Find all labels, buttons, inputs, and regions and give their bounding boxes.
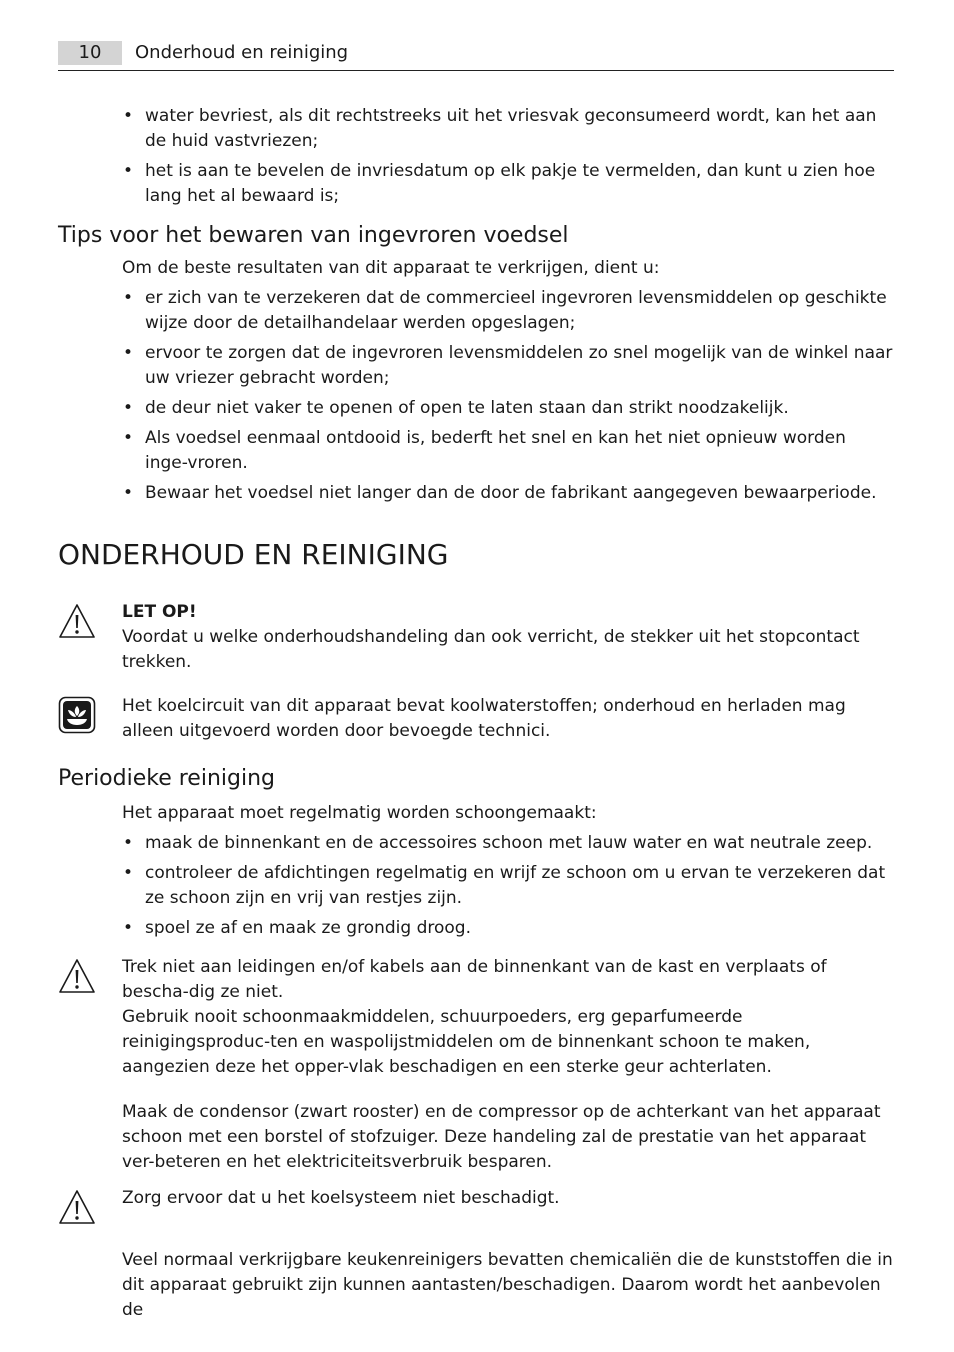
intro-list [58,104,894,214]
cleaners-section [58,1248,894,1323]
warning-notice [58,600,894,675]
environment-icon [58,696,96,734]
list-item: • water bevriest, als dit rechtstreeks uit het vriesvak geconsumeerd wordt, kan het aan de huid vastvriezen; [58,104,894,154]
warning-notice-cooling [58,1186,894,1211]
page-header [58,40,894,71]
warning-text: Voordat u welke onderhoudshandeling dan ook verricht, de stekker uit het stopcontact trekken. [122,627,860,672]
condensor-text: Maak de condensor (zwart rooster) en de compressor op de achterkant van het apparaat schoon met een borstel of stofzuiger. Deze handeling zal de prestatie van het apparaat ver-beteren en het elektriciteitsverbruik besparen. [122,1102,881,1172]
list-item: • de deur niet vaker te openen of open te laten staan dan strikt noodzakelijk. [58,396,894,421]
tips-section [58,222,894,511]
warning-triangle-icon [58,602,96,640]
environment-notice [58,694,894,744]
maintenance-heading-block [58,538,894,572]
periodic-section [58,765,894,946]
periodic-lead: Het apparaat moet regelmatig worden schoongemaakt: [122,803,597,823]
list-item: • er zich van te verzekeren dat de commercieel ingevroren levensmiddelen op geschikte wijze door de detailhandelaar werden opgeslagen; [58,286,894,336]
section-title: ONDERHOUD EN REINIGING [58,538,449,571]
list-item: • spoel ze af en maak ze grondig droog. [58,916,894,941]
warning-cooling-text: Zorg ervoor dat u het koelsysteem niet beschadigt. [122,1188,560,1208]
warning-label: LET OP! [122,602,197,622]
warning-notice-cables [58,955,894,1175]
running-title: Onderhoud en reiniging [135,42,349,63]
list-item: • maak de binnenkant en de accessoires schoon met lauw water en wat neutrale zeep. [58,831,894,856]
page-number: 10 [58,41,122,65]
list-item: • Als voedsel eenmaal ontdooid is, bederft het snel en kan het niet opnieuw worden inge-vroren. [58,426,894,476]
warning-cleaners-text: Gebruik nooit schoonmaakmiddelen, schuurpoeders, erg geparfumeerde reinigingsproduc-ten en waspolijstmiddelen om de binnenkant schoon te maken, aangezien deze het opper-vlak beschadigen en een sterke geur achterlaten. [122,1007,811,1077]
environment-text: Het koelcircuit van dit apparaat bevat koolwaterstoffen; onderhoud en herladen mag alleen uitgevoerd worden door bevoegde technici. [122,696,846,741]
tips-lead: Om de beste resultaten van dit apparaat te verkrijgen, dient u: [122,258,660,278]
warning-cables-text: Trek niet aan leidingen en/of kabels aan de binnenkant van de kast en verplaats of bescha-dig ze niet. [122,957,827,1002]
cleaners-text: Veel normaal verkrijgbare keukenreinigers bevatten chemicaliën die de kunststoffen die in dit apparaat gebruikt zijn kunnen aantasten/beschadigen. Daarom wordt het aanbevolen de [122,1250,893,1320]
list-item: • controleer de afdichtingen regelmatig en wrijf ze schoon om u ervan te verzekeren dat ze schoon zijn en vrij van restjes zijn. [58,861,894,911]
tips-heading: Tips voor het bewaren van ingevroren voedsel [58,223,569,248]
warning-triangle-icon [58,957,96,995]
list-item: • Bewaar het voedsel niet langer dan de door de fabrikant aangegeven bewaarperiode. [58,481,894,506]
warning-triangle-icon [58,1188,96,1226]
list-item: • ervoor te zorgen dat de ingevroren levensmiddelen zo snel mogelijk van de winkel naar uw vriezer gebracht worden; [58,341,894,391]
periodic-heading: Periodieke reiniging [58,766,275,791]
list-item: • het is aan te bevelen de invriesdatum op elk pakje te vermelden, dan kunt u zien hoe lang het al bewaard is; [58,159,894,209]
